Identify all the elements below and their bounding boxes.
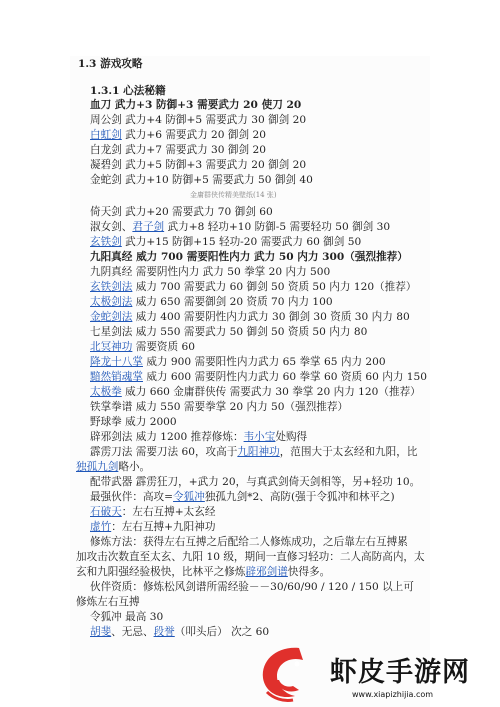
text-segment: 最强伙伴：高攻= — [90, 491, 174, 503]
text-segment: 霹雳刀法 需要刀法 60，攻高于 — [90, 446, 238, 458]
inline-link[interactable]: 石破天 — [90, 506, 122, 518]
text-line — [90, 445, 417, 459]
text-segment: 倚天剑 武力+20 需要武力 70 御剑 60 — [90, 206, 273, 218]
text-segment: 七星剑法 威力 550 需要武力 50 御剑 50 资质 50 内力 80 — [90, 326, 368, 338]
inline-link[interactable]: 胡斐 — [90, 626, 112, 638]
text-line — [76, 565, 330, 579]
text-segment: 威力 700 需要武力 60 御剑 50 资质 50 内力 120（推荐） — [132, 281, 417, 293]
text-segment: 血刀 武力+3 防御+3 需要武力 20 使刀 20 — [90, 99, 302, 111]
text-segment: 修炼左右互搏 — [76, 596, 140, 608]
text-segment: 九阴真经 需要阴性内力 武力 50 拳掌 20 内力 500 — [90, 266, 331, 278]
text-line — [90, 415, 177, 429]
text-segment: 处购得 — [275, 431, 308, 443]
text-segment: 需要资质 60 — [132, 341, 195, 353]
text-line — [90, 355, 386, 369]
text-segment: 威力 400 需要阴性内力武力 30 御剑 30 资质 30 内力 80 — [132, 311, 410, 323]
text-segment: 白龙剑 武力+7 需要武力 30 御剑 20 — [90, 144, 266, 156]
inline-link[interactable]: 黯然销魂掌 — [90, 371, 143, 383]
text-segment: 、无忌、 — [111, 626, 154, 638]
watermark-url: www.xiapizhijia.com — [352, 690, 434, 699]
text-segment: 威力 650 需要御剑 20 资质 70 内力 100 — [132, 296, 333, 308]
inline-link[interactable]: 虚竹 — [90, 521, 112, 533]
inline-link[interactable]: 令狐冲 — [173, 491, 205, 503]
text-line — [90, 143, 266, 157]
text-line — [90, 295, 333, 309]
text-segment: 令狐冲 最高 30 — [90, 611, 164, 623]
watermark — [255, 640, 500, 707]
text-line — [90, 625, 269, 639]
text-line — [90, 128, 266, 142]
inline-link[interactable]: 独孤九剑 — [76, 461, 119, 473]
text-segment: 略小。 — [118, 461, 151, 473]
text-line — [90, 520, 215, 534]
text-segment: 修炼方法：获得左右互搏之后配给二人修炼成功，之后靠左右互搏累 — [90, 536, 408, 548]
inline-link[interactable]: 玄铁剑 — [90, 236, 122, 248]
text-segment: 金庸群侠传精美壁纸(14 张) — [190, 191, 277, 199]
inline-link[interactable]: 金蛇剑法 — [90, 311, 133, 323]
text-segment: ，范围大于太玄经和九阳，比 — [279, 446, 418, 458]
inline-link[interactable]: 辟邪剑谱 — [245, 566, 288, 578]
inline-link[interactable]: 君子剑 — [132, 221, 165, 233]
text-segment: 淑女剑、 — [90, 221, 133, 233]
text-segment: ：左右互搏+太玄经 — [121, 506, 216, 518]
text-segment: 凝碧剑 武力+5 防御+3 需要武力 20 御剑 20 — [90, 159, 307, 171]
text-segment: 独孤九剑*2、高防(强于令狐冲和林平之) — [204, 491, 395, 503]
inline-link[interactable]: 降龙十八掌 — [90, 356, 143, 368]
text-segment: 1.3.1 心法秘籍 — [90, 85, 166, 97]
text-line — [90, 84, 166, 98]
text-line — [90, 158, 306, 172]
text-segment: 铁掌拳谱 威力 550 需要拳掌 20 内力 50（强烈推荐） — [90, 401, 349, 413]
text-segment: 1.3 游戏攻略 — [78, 58, 143, 70]
text-line — [90, 580, 414, 594]
text-line — [90, 280, 416, 294]
text-segment: 辟邪剑法 威力 1200 推荐修炼： — [90, 431, 244, 443]
text-line — [90, 475, 420, 489]
text-segment: 武力+8 轻功+10 防御-5 需要轻功 50 御剑 30 — [164, 221, 391, 233]
inline-link[interactable]: 九阳神功 — [237, 446, 280, 458]
text-line — [90, 400, 348, 414]
text-line — [90, 98, 301, 112]
text-segment: ：左右互搏+九阳神功 — [111, 521, 216, 533]
text-line — [90, 113, 306, 127]
text-segment: 配带武器 霹雳狂刀，+武力 20，与真武剑倚天剑相等，另+轻功 10。 — [90, 476, 421, 488]
inline-link[interactable]: 韦小宝 — [243, 431, 276, 443]
text-line — [90, 490, 395, 504]
text-line — [90, 173, 313, 187]
inline-link[interactable]: 北冥神功 — [90, 341, 133, 353]
text-line — [90, 505, 215, 519]
text-segment: 威力 900 需要阳性内力武力 65 拳掌 65 内力 200 — [142, 356, 386, 368]
text-line — [90, 325, 367, 339]
text-line — [90, 250, 408, 264]
text-segment: 九阳真经 威力 700 需要阳性内力 武力 50 内力 300（强烈推荐） — [90, 251, 408, 263]
text-segment: 威力 660 金庸群侠传 需要武力 30 拳掌 20 内力 120（推荐） — [121, 386, 421, 398]
shrimp-logo-icon — [255, 640, 329, 707]
image-caption — [190, 188, 277, 202]
text-line — [90, 340, 195, 354]
text-line — [90, 385, 421, 399]
text-line — [90, 610, 163, 624]
text-line — [76, 550, 425, 564]
text-segment: 威力 600 需要阴性内力武力 60 拳掌 60 资质 60 内力 150 — [142, 371, 428, 383]
text-segment: 快得多。 — [287, 566, 331, 578]
text-line — [90, 235, 361, 249]
inline-link[interactable]: 太极拳 — [90, 386, 122, 398]
text-line — [90, 205, 273, 219]
text-segment: 周公剑 武力+4 防御+5 需要武力 30 御剑 20 — [90, 114, 307, 126]
text-line — [78, 57, 143, 71]
inline-link[interactable]: 玄铁剑法 — [90, 281, 133, 293]
text-line — [76, 595, 140, 609]
watermark-site-name: 虾皮手游网 — [330, 657, 470, 688]
text-segment: 野球拳 威力 2000 — [90, 416, 177, 428]
text-segment: 武力+6 需要武力 20 御剑 20 — [121, 129, 266, 141]
document-page — [70, 56, 430, 707]
inline-link[interactable]: 白虹剑 — [90, 129, 122, 141]
text-segment: 加攻击次数直至太玄、九阳 10 级，期间一直修习轻功：二人高防高内，太 — [76, 551, 425, 563]
text-line — [90, 430, 307, 444]
inline-link[interactable]: 太极剑法 — [90, 296, 133, 308]
text-line — [90, 535, 408, 549]
text-segment: 伙伴资质：修炼松风剑谱所需经验－－30/60/90 / 120 / 150 以上可 — [90, 581, 414, 593]
text-segment: 武力+15 防御+15 轻功-20 需要武力 60 御剑 50 — [121, 236, 362, 248]
text-line — [90, 220, 390, 234]
text-line — [90, 310, 410, 324]
text-segment: 金蛇剑 武力+10 防御+5 需要武力 50 御剑 40 — [90, 174, 313, 186]
text-line — [76, 460, 150, 474]
text-segment: 玄和九阳强经验极快，比林平之修炼 — [76, 566, 246, 578]
text-segment: （叩头后） 次之 60 — [174, 626, 270, 638]
text-line — [90, 265, 330, 279]
inline-link[interactable]: 段誉 — [153, 626, 175, 638]
text-line — [90, 370, 427, 384]
